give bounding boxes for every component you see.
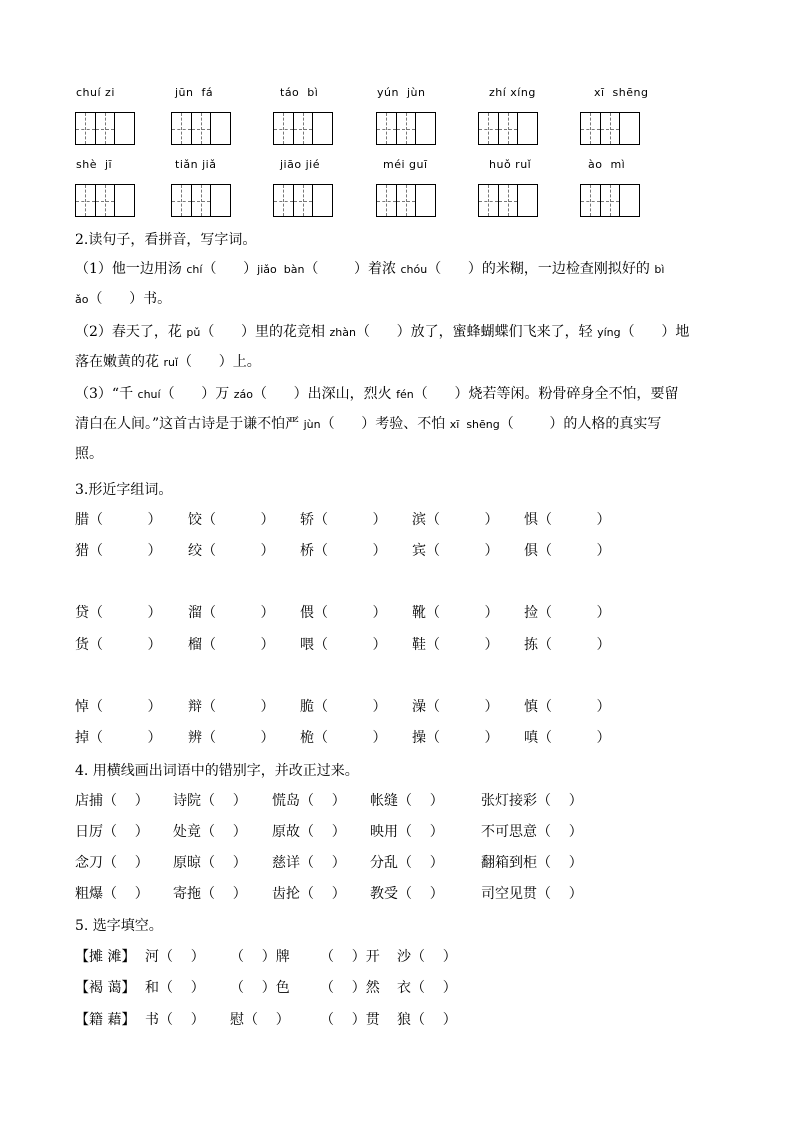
pinyin-label: méi guī bbox=[383, 158, 428, 171]
word-group-item[interactable]: 辨（ ） bbox=[188, 730, 275, 746]
typo-item[interactable]: 念刀（ ） bbox=[75, 855, 149, 871]
word-group-item[interactable]: 操（ ） bbox=[412, 730, 499, 746]
question-2-2-line-2: 落在嫩黄的花 ruǐ（ ）上。 bbox=[75, 354, 261, 370]
typo-item[interactable]: 张灯接彩（ ） bbox=[481, 793, 583, 809]
writing-grid[interactable] bbox=[273, 112, 333, 145]
fill-blank-item[interactable]: 书（ ） bbox=[145, 1012, 205, 1028]
word-group-item[interactable]: 掉（ ） bbox=[75, 730, 162, 746]
question-2-3-line-1: （3）“千 chuí（ ）万 záo（ ）出深山，烈火 fén（ ）烧若等闲。粉骨碎身全不怕，要留 bbox=[75, 386, 679, 402]
pinyin-label: xī shēng bbox=[594, 86, 649, 99]
typo-item[interactable]: 粗爆（ ） bbox=[75, 886, 149, 902]
pinyin-label: jiāo jié bbox=[280, 158, 320, 171]
word-group-item[interactable]: 靴（ ） bbox=[412, 605, 499, 621]
typo-item[interactable]: 慌岛（ ） bbox=[272, 793, 346, 809]
word-group-item[interactable]: 澡（ ） bbox=[412, 699, 499, 715]
typo-item[interactable]: 慈详（ ） bbox=[272, 855, 346, 871]
writing-grid[interactable] bbox=[171, 112, 231, 145]
word-group-item[interactable]: 脆（ ） bbox=[300, 699, 387, 715]
typo-item[interactable]: 原晾（ ） bbox=[173, 855, 247, 871]
typo-item[interactable]: 教受（ ） bbox=[370, 886, 444, 902]
writing-grid[interactable] bbox=[273, 184, 333, 217]
writing-grid[interactable] bbox=[75, 184, 135, 217]
word-group-item[interactable]: 惧（ ） bbox=[524, 512, 611, 528]
word-group-item[interactable]: 滨（ ） bbox=[412, 512, 499, 528]
word-group-item[interactable]: 桅（ ） bbox=[300, 730, 387, 746]
writing-grid[interactable] bbox=[478, 184, 538, 217]
word-group-item[interactable]: 饺（ ） bbox=[188, 512, 275, 528]
word-group-item[interactable]: 宾（ ） bbox=[412, 543, 499, 559]
word-group-item[interactable]: 轿（ ） bbox=[300, 512, 387, 528]
typo-item[interactable]: 帐缝（ ） bbox=[370, 793, 444, 809]
typo-item[interactable]: 诗院（ ） bbox=[173, 793, 247, 809]
word-group-item[interactable]: 桥（ ） bbox=[300, 543, 387, 559]
word-group-item[interactable]: 猎（ ） bbox=[75, 543, 162, 559]
word-group-item[interactable]: 喂（ ） bbox=[300, 637, 387, 653]
writing-grid[interactable] bbox=[478, 112, 538, 145]
word-group-item[interactable]: 嗔（ ） bbox=[524, 730, 611, 746]
choice-label: 【褐 蔼】 bbox=[75, 980, 136, 996]
question-2-3-line-3: 照。 bbox=[75, 446, 103, 462]
writing-grid[interactable] bbox=[171, 184, 231, 217]
pinyin-label: jūn fá bbox=[175, 86, 214, 99]
typo-item[interactable]: 日厉（ ） bbox=[75, 824, 149, 840]
fill-blank-item[interactable]: （ ）然 bbox=[320, 980, 380, 996]
fill-blank-item[interactable]: （ ）开 bbox=[320, 949, 380, 965]
word-group-item[interactable]: 辩（ ） bbox=[188, 699, 275, 715]
writing-grid[interactable] bbox=[75, 112, 135, 145]
section-5-title: 5. 选字填空。 bbox=[75, 918, 163, 934]
fill-blank-item[interactable]: （ ）色 bbox=[230, 980, 290, 996]
fill-blank-item[interactable]: 和（ ） bbox=[145, 980, 205, 996]
fill-blank-item[interactable]: 慰（ ） bbox=[230, 1012, 290, 1028]
typo-item[interactable]: 原故（ ） bbox=[272, 824, 346, 840]
word-group-item[interactable]: 捡（ ） bbox=[524, 605, 611, 621]
question-2-3-line-2: 清白在人间。”这首古诗是于谦不怕严 jùn（ ）考验、不怕 xī shēng（ ）的人格的真实写 bbox=[75, 416, 662, 432]
fill-blank-item[interactable]: （ ）牌 bbox=[230, 949, 290, 965]
pinyin-label: shè jī bbox=[76, 158, 113, 171]
question-2-1-line-1: （1）他一边用汤 chí（ ）jiǎo bàn（ ）着浓 chóu（ ）的米糊，一边检查刚拟好的 bì bbox=[75, 261, 665, 277]
writing-grid[interactable] bbox=[580, 112, 640, 145]
pinyin-label: tiǎn jiǎ bbox=[175, 158, 217, 171]
word-group-item[interactable]: 慎（ ） bbox=[524, 699, 611, 715]
pinyin-label: chuí zi bbox=[76, 86, 115, 99]
word-group-item[interactable]: 鞋（ ） bbox=[412, 637, 499, 653]
typo-item[interactable]: 店捕（ ） bbox=[75, 793, 149, 809]
pinyin-label: táo bì bbox=[280, 86, 319, 99]
typo-item[interactable]: 处竟（ ） bbox=[173, 824, 247, 840]
typo-item[interactable]: 分乱（ ） bbox=[370, 855, 444, 871]
question-2-2-line-1: （2）春天了，花 pǔ（ ）里的花竞相 zhàn（ ）放了，蜜蜂蝴蝶们飞来了，轻 yíng（ ）地 bbox=[75, 324, 690, 340]
word-group-item[interactable]: 拣（ ） bbox=[524, 637, 611, 653]
pinyin-label: ào mì bbox=[588, 158, 626, 171]
section-2-title: 2.读句子，看拼音，写字词。 bbox=[75, 232, 257, 248]
word-group-item[interactable]: 俱（ ） bbox=[524, 543, 611, 559]
choice-label: 【籍 藉】 bbox=[75, 1012, 136, 1028]
word-group-item[interactable]: 贷（ ） bbox=[75, 605, 162, 621]
fill-blank-item[interactable]: （ ）贯 bbox=[320, 1012, 380, 1028]
question-2-1-line-2: ǎo（ ）书。 bbox=[75, 291, 172, 307]
typo-item[interactable]: 寄拖（ ） bbox=[173, 886, 247, 902]
pinyin-label: zhí xíng bbox=[489, 86, 536, 99]
pinyin-label: yún jùn bbox=[377, 86, 426, 99]
word-group-item[interactable]: 溜（ ） bbox=[188, 605, 275, 621]
choice-label: 【摊 滩】 bbox=[75, 949, 136, 965]
word-group-item[interactable]: 偎（ ） bbox=[300, 605, 387, 621]
pinyin-label: huǒ ruǐ bbox=[489, 158, 532, 171]
writing-grid[interactable] bbox=[376, 112, 436, 145]
typo-item[interactable]: 齿抡（ ） bbox=[272, 886, 346, 902]
word-group-item[interactable]: 货（ ） bbox=[75, 637, 162, 653]
word-group-item[interactable]: 榴（ ） bbox=[188, 637, 275, 653]
section-3-title: 3.形近字组词。 bbox=[75, 482, 173, 498]
typo-item[interactable]: 司空见贯（ ） bbox=[481, 886, 583, 902]
fill-blank-item[interactable]: 河（ ） bbox=[145, 949, 205, 965]
section-4-title: 4. 用横线画出词语中的错别字，并改正过来。 bbox=[75, 763, 359, 779]
fill-blank-item[interactable]: 衣（ ） bbox=[397, 980, 457, 996]
typo-item[interactable]: 映用（ ） bbox=[370, 824, 444, 840]
writing-grid[interactable] bbox=[376, 184, 436, 217]
word-group-item[interactable]: 绞（ ） bbox=[188, 543, 275, 559]
word-group-item[interactable]: 腊（ ） bbox=[75, 512, 162, 528]
fill-blank-item[interactable]: 狼（ ） bbox=[397, 1012, 457, 1028]
fill-blank-item[interactable]: 沙（ ） bbox=[397, 949, 457, 965]
word-group-item[interactable]: 悼（ ） bbox=[75, 699, 162, 715]
typo-item[interactable]: 不可思意（ ） bbox=[481, 824, 583, 840]
typo-item[interactable]: 翻箱到柜（ ） bbox=[481, 855, 583, 871]
writing-grid[interactable] bbox=[580, 184, 640, 217]
